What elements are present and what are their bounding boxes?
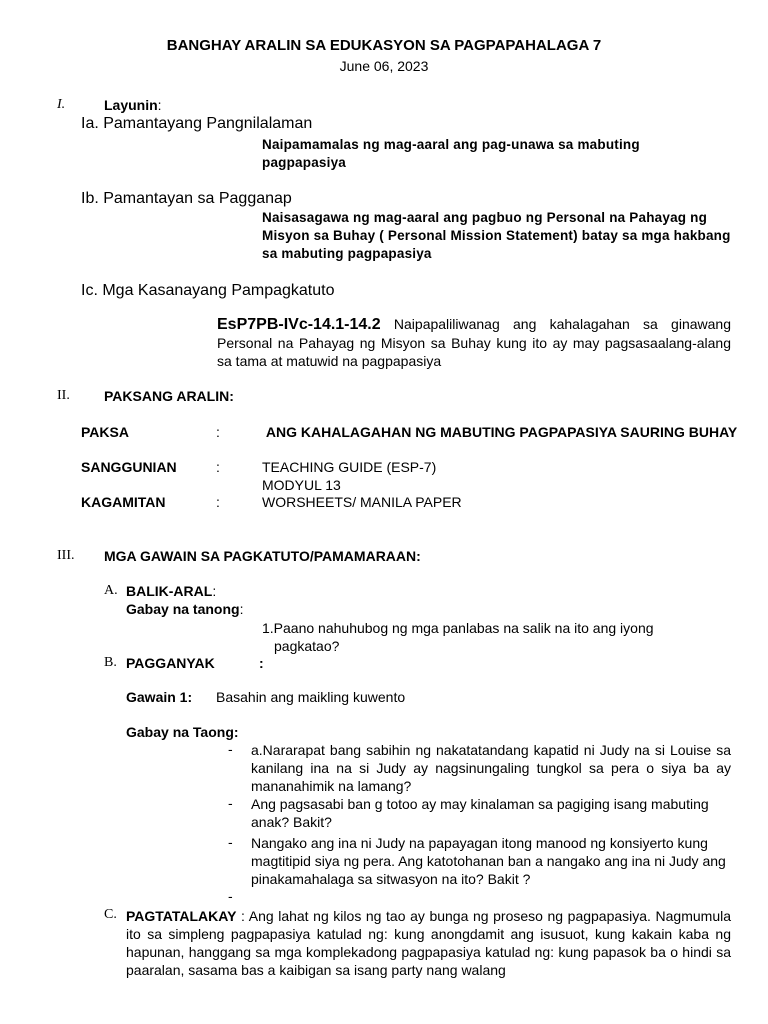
sanggunian-colon: : bbox=[216, 459, 220, 475]
ic-code: EsP7PB-IVc-14.1-14.2 bbox=[217, 316, 381, 333]
ic-heading: Ic. Mga Kasanayang Pampagkatuto bbox=[81, 282, 335, 299]
section-1-label-wrap bbox=[104, 97, 162, 113]
bullet-1: - bbox=[228, 741, 233, 757]
section-3-label: MGA GAWAIN SA PAGKATUTO/PAMAMARAAN: bbox=[104, 548, 421, 564]
question-3: Nangako ang ina ni Judy na papayagan itong manood ng konsiyerto kung magtitipid siya ng pera. Ang katotohanan ban a nangako ang ina ni Judy ang pinakamahalaga sa sitwasyon na ito? Bakit ? bbox=[251, 835, 726, 887]
part-c-text: : Ang lahat ng kilos ng tao ay bunga ng proseso ng pagpapasiya. Nagmumula ito sa simpleng pagpapasiya katulad ng: kung anongdamit ang isusuot, kung kakain kaba ng hapunan, hanggang sa mga komplekadong pagpapasiya katulad ng: kung papasok ba o hindi sa paaralan, sasama bas a kaibigan sa isang party nang walang bbox=[126, 908, 731, 978]
part-a-letter: A. bbox=[104, 583, 118, 598]
section-1-numeral: I. bbox=[57, 97, 66, 112]
sanggunian-key: SANGGUNIAN bbox=[81, 459, 177, 475]
sanggunian-value-2: MODYUL 13 bbox=[262, 477, 341, 493]
kagamitan-colon: : bbox=[216, 494, 220, 510]
question-2: Ang pagsasabi ban g totoo ay may kinalaman sa pagiging isang mabuting anak? Bakit? bbox=[251, 796, 709, 830]
section-1-label: Layunin bbox=[104, 97, 158, 113]
gawain-text: Basahin ang maikling kuwento bbox=[216, 689, 406, 705]
section-1-colon: : bbox=[157, 97, 162, 113]
part-c-letter: C. bbox=[104, 907, 117, 922]
ib-heading: Ib. Pamantayan sa Pagganap bbox=[81, 190, 292, 207]
gawain-label: Gawain 1: bbox=[126, 689, 193, 705]
kagamitan-key: KAGAMITAN bbox=[81, 494, 166, 510]
part-b-letter: B. bbox=[104, 655, 117, 670]
bullet-4: - bbox=[228, 888, 233, 904]
part-a-label-wrap bbox=[126, 583, 216, 599]
section-3-numeral: III. bbox=[57, 548, 75, 563]
question-1: a.Nararapat bang sabihin ng nakatatandang kapatid ni Judy na si Louise sa kanilang ina na si Judy ay nagsinungaling tungkol sa pera o siya ba ay mananahimik na lamang? bbox=[251, 742, 731, 794]
part-a-colon: : bbox=[212, 583, 217, 599]
ic-text: Naipapaliliwanag ang kahalagahan sa ginawang Personal na Pahayag ng Misyon sa Buhay kung ito ay may pagsasaalang-alang sa tama at matuwid na pagpapasiya bbox=[217, 316, 731, 369]
ib-text: Naisasagawa ng mag-aaral ang pagbuo ng Personal na Pahayag ng Misyon sa Buhay ( Personal Mission Statement) batay sa mga hakbang sa mabuting pagpapasiya bbox=[262, 210, 731, 261]
ic-competency bbox=[217, 315, 731, 370]
ia-heading: Ia. Pamantayang Pangnilalaman bbox=[81, 115, 313, 132]
part-b-label: PAGGANYAK bbox=[126, 655, 215, 671]
part-a-label: BALIK-ARAL bbox=[126, 583, 213, 599]
ia-text: Naipamamalas ng mag-aaral ang pag-unawa sa mabuting pagpapasiya bbox=[262, 137, 640, 170]
section-2-numeral: II. bbox=[57, 388, 70, 403]
part-b-gabay-label: Gabay na Taong: bbox=[126, 724, 239, 740]
section-2-label: PAKSANG ARALIN: bbox=[104, 388, 234, 404]
paksa-key: PAKSA bbox=[81, 424, 129, 440]
paksa-value bbox=[262, 423, 742, 441]
part-b-colon: : bbox=[259, 655, 264, 671]
bullet-3: - bbox=[228, 834, 233, 850]
part-c-paragraph bbox=[126, 907, 731, 979]
part-a-gabay-colon: : bbox=[239, 601, 244, 617]
kagamitan-value: WORSHEETS/ MANILA PAPER bbox=[262, 494, 462, 510]
part-c-label: PAGTATALAKAY bbox=[126, 908, 237, 924]
sanggunian-value: TEACHING GUIDE (ESP-7) bbox=[262, 459, 437, 475]
paksa-value-text: ANG KAHALAGAHAN NG MABUTING PAGPAPASIYA SAURING BUHAY bbox=[265, 424, 738, 440]
part-a-question bbox=[262, 619, 702, 655]
part-a-question-text: 1.Paano nahuhubog ng mga panlabas na salik na ito ang iyong pagkatao? bbox=[262, 620, 654, 654]
document-title: BANGHAY ARALIN SA EDUKASYON SA PAGPAPAHALAGA 7 bbox=[166, 37, 602, 54]
paksa-colon: : bbox=[216, 424, 220, 440]
document-date: June 06, 2023 bbox=[339, 58, 429, 74]
part-a-gabay-label: Gabay na tanong bbox=[126, 601, 240, 617]
part-a-gabay-wrap bbox=[126, 601, 243, 617]
bullet-2: - bbox=[228, 795, 233, 811]
